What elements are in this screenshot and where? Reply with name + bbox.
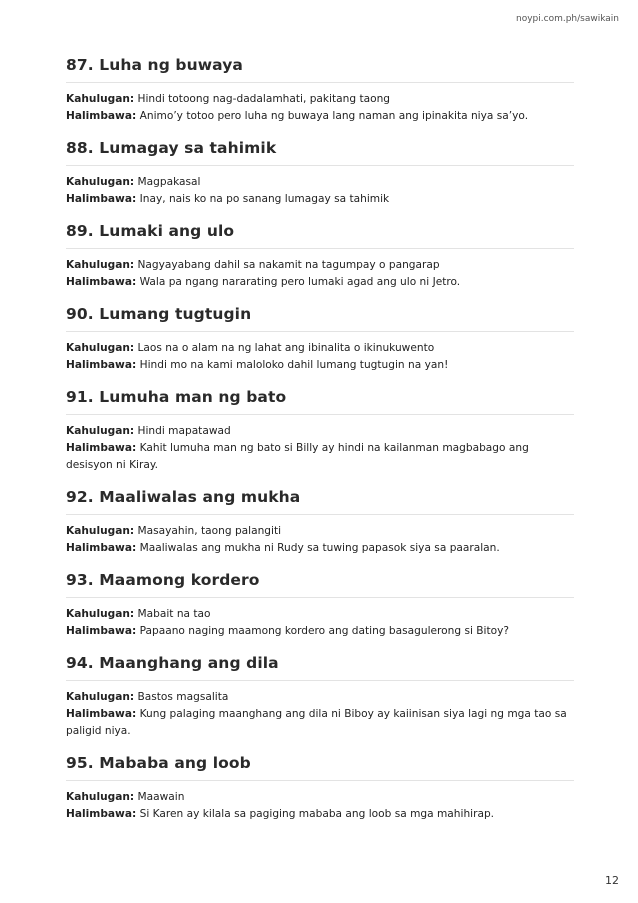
example-line (66, 440, 574, 474)
example-text: Kahit lumuha man ng bato si Billy ay hindi na kailanman magbabago ang desisyon ni Kiray. (66, 442, 529, 471)
idiom-title: 89. Lumaki ang ulo (66, 221, 574, 249)
example-line (66, 706, 574, 740)
idiom-title: 90. Lumang tugtugin (66, 304, 574, 332)
idiom-title: 87. Luha ng buwaya (66, 55, 574, 83)
idiom-body (66, 598, 574, 640)
example-text: Papaano naging maamong kordero ang dating basagulerong si Bitoy? (139, 625, 510, 637)
meaning-line (66, 257, 574, 274)
idiom-entry (66, 653, 574, 740)
meaning-label: Kahulugan: (66, 608, 135, 620)
idiom-title: 93. Maamong kordero (66, 570, 574, 598)
meaning-line (66, 423, 574, 440)
example-label: Halimbawa: (66, 625, 137, 637)
meaning-line (66, 689, 574, 706)
idiom-body (66, 83, 574, 125)
example-label: Halimbawa: (66, 708, 137, 720)
meaning-text: Bastos magsalita (137, 691, 229, 703)
meaning-text: Masayahin, taong palangiti (137, 525, 282, 537)
meaning-label: Kahulugan: (66, 691, 135, 703)
meaning-text: Maawain (137, 791, 185, 803)
example-line (66, 191, 574, 208)
idiom-list (66, 55, 574, 836)
meaning-text: Laos na o alam na ng lahat ang ibinalita o ikinukuwento (137, 342, 435, 354)
meaning-line (66, 91, 574, 108)
idiom-entry (66, 304, 574, 374)
idiom-body (66, 515, 574, 557)
example-label: Halimbawa: (66, 442, 137, 454)
page-number: 12 (605, 874, 619, 887)
example-label: Halimbawa: (66, 110, 137, 122)
meaning-line (66, 789, 574, 806)
example-text: Wala pa ngang nararating pero lumaki agad ang ulo ni Jetro. (139, 276, 461, 288)
idiom-entry (66, 55, 574, 125)
idiom-title: 91. Lumuha man ng bato (66, 387, 574, 415)
meaning-label: Kahulugan: (66, 525, 135, 537)
example-label: Halimbawa: (66, 193, 137, 205)
meaning-label: Kahulugan: (66, 176, 135, 188)
example-label: Halimbawa: (66, 542, 137, 554)
meaning-text: Mabait na tao (137, 608, 211, 620)
idiom-title: 88. Lumagay sa tahimik (66, 138, 574, 166)
example-line (66, 108, 574, 125)
meaning-line (66, 340, 574, 357)
idiom-entry (66, 138, 574, 208)
meaning-label: Kahulugan: (66, 259, 135, 271)
example-label: Halimbawa: (66, 808, 137, 820)
idiom-entry (66, 221, 574, 291)
meaning-text: Magpakasal (137, 176, 201, 188)
example-line (66, 357, 574, 374)
idiom-body (66, 332, 574, 374)
idiom-body (66, 166, 574, 208)
idiom-body (66, 249, 574, 291)
example-text: Inay, nais ko na po sanang lumagay sa tahimik (139, 193, 390, 205)
meaning-line (66, 606, 574, 623)
idiom-body (66, 781, 574, 823)
example-text: Hindi mo na kami maloloko dahil lumang tugtugin na yan! (139, 359, 449, 371)
example-line (66, 274, 574, 291)
meaning-label: Kahulugan: (66, 342, 135, 354)
meaning-text: Nagyayabang dahil sa nakamit na tagumpay o pangarap (137, 259, 440, 271)
idiom-title: 95. Mababa ang loob (66, 753, 574, 781)
meaning-label: Kahulugan: (66, 791, 135, 803)
example-text: Si Karen ay kilala sa pagiging mababa ang loob sa mga mahihirap. (139, 808, 495, 820)
example-text: Kung palaging maanghang ang dila ni Biboy ay kaiinisan siya lagi ng mga tao sa paligid niya. (66, 708, 567, 737)
meaning-label: Kahulugan: (66, 425, 135, 437)
example-text: Animo’y totoo pero luha ng buwaya lang naman ang ipinakita niya sa’yo. (139, 110, 529, 122)
idiom-body (66, 415, 574, 474)
idiom-entry (66, 387, 574, 474)
example-text: Maaliwalas ang mukha ni Rudy sa tuwing papasok siya sa paaralan. (139, 542, 500, 554)
meaning-text: Hindi totoong nag-dadalamhati, pakitang taong (137, 93, 391, 105)
example-label: Halimbawa: (66, 359, 137, 371)
idiom-title: 92. Maaliwalas ang mukha (66, 487, 574, 515)
example-label: Halimbawa: (66, 276, 137, 288)
meaning-line (66, 174, 574, 191)
meaning-line (66, 523, 574, 540)
site-url: noypi.com.ph/sawikain (516, 14, 619, 24)
example-line (66, 806, 574, 823)
example-line (66, 540, 574, 557)
idiom-title: 94. Maanghang ang dila (66, 653, 574, 681)
meaning-label: Kahulugan: (66, 93, 135, 105)
meaning-text: Hindi mapatawad (137, 425, 231, 437)
idiom-body (66, 681, 574, 740)
example-line (66, 623, 574, 640)
idiom-entry (66, 753, 574, 823)
idiom-entry (66, 570, 574, 640)
idiom-entry (66, 487, 574, 557)
